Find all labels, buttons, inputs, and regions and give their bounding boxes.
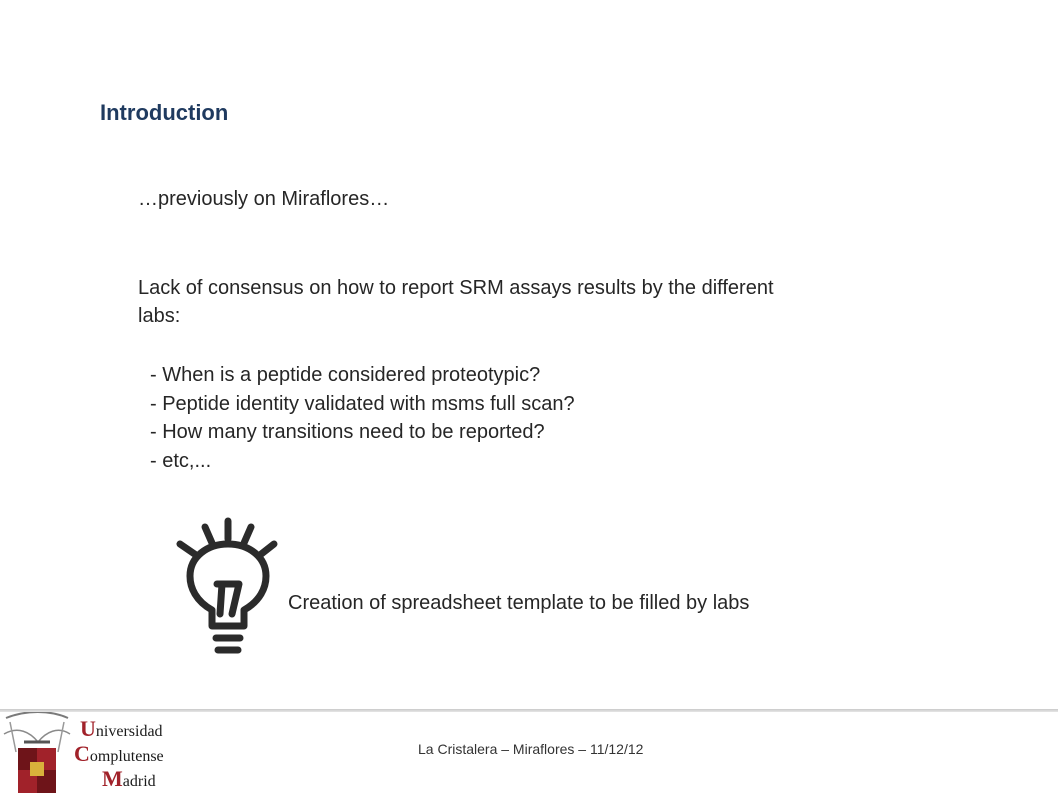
list-item: - When is a peptide considered proteotypic? (150, 364, 541, 386)
list-item: - Peptide identity validated with msms full scan? (150, 392, 575, 415)
logo-line-universidad: Universidad (80, 716, 163, 741)
intro-line: …previously on Miraflores… (138, 188, 390, 210)
coat-of-arms-icon (0, 712, 74, 793)
lightbulb-icon (172, 514, 280, 660)
lack-of-consensus-paragraph: Lack of consensus on how to report SRM assays results by the different labs: (138, 277, 774, 327)
logo-line-madrid: Madrid (102, 766, 156, 791)
university-logo (0, 712, 180, 793)
logo-line-complutense: Complutense (74, 741, 164, 766)
footer-text: La Cristalera – Miraflores – 11/12/12 (418, 741, 644, 757)
creation-text: Creation of spreadsheet template to be filled by labs (288, 592, 750, 614)
logo-wordmark (74, 718, 164, 793)
question-list (150, 361, 575, 475)
list-item: - How many transitions need to be reported? (150, 421, 545, 443)
slide-title: Introduction (100, 100, 229, 125)
list-item: - etc,... (150, 449, 212, 472)
